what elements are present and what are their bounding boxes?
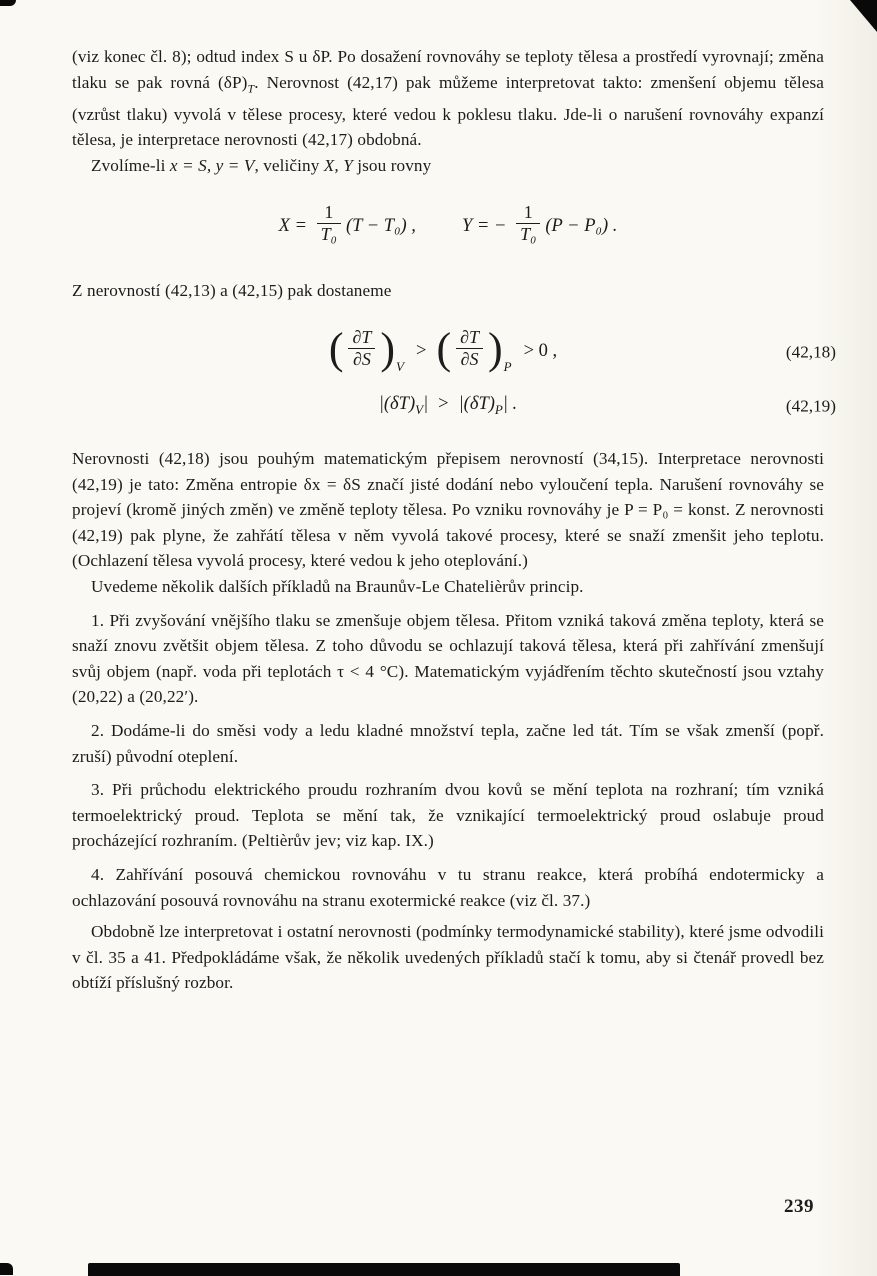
fraction-numerator: ∂T (352, 327, 372, 347)
fraction-denominator: T₀ (317, 223, 341, 245)
fraction-denominator: ∂S (456, 348, 483, 370)
paragraph-obdobne: Obdobně lze interpretovat i ostatní nerovnosti (podmínky termodynamické stability), které jsme odvodili v čl. 35 a 41. Předpokládáme však, že několik uvedených příkladů stačí k tomu, aby si čtenář provedl bez obtíží příslušný rozbor. (72, 922, 824, 993)
subscript-P: P (494, 402, 503, 417)
eq-xy-rhs1: (T − T₀) , (345, 216, 416, 237)
subscript-V: V (396, 359, 404, 374)
equation-xy (72, 202, 824, 248)
text-segment: (viz konec čl. 8); odtud index S u δP. Po dosažení rovnováhy se teploty tělesa a prostředí vyrovnají; změna tlaku se pak rovná (δP) (72, 47, 824, 92)
math-inline-XY: X, Y (323, 155, 353, 175)
eq-xy-lhs2: Y = − (461, 216, 512, 237)
greater-than-sign: > (438, 394, 449, 414)
partial-derivative-group-P: ( $\frac{\partial T}{\partial S}$ )P (436, 323, 512, 374)
subscript-T: T (247, 81, 255, 96)
paragraph-zvolime (72, 153, 824, 179)
eq-xy-rhs2: (P − P₀) . (545, 216, 618, 237)
fraction-numerator: 1 (523, 202, 533, 223)
scan-artifact-top-left (0, 0, 16, 6)
paragraph-nerovnosti: Nerovnosti (42,18) jsou pouhým matematickým přepisem nerovností (34,15). Interpretace nerovnosti (42,19) je tato: Změna entropie δx = δS značí jisté dodání nebo vyloučení tepla. Narušení rovnováhy se projeví (kromě jiných změn) ve změně teploty tělesa. Po vzniku rovnováhy je P = P₀ = konst. Z nerovnosti (42,19) pak plyne, že zahřátí tělesa v něm vyvolá takové procesy, které se snaží zmenšit jeho teplotu. (Ochlazení tělesa vyvolá procesy, které vedou k jeho oteplování.) (72, 449, 824, 571)
paragraph-continuation (72, 44, 824, 153)
list-item-1: 1. Při zvyšování vnějšího tlaku se zmenšuje objem tělesa. Přitom vzniká taková změna teploty, která se snaží znovu zvětšit objem tělesa. Z toho důvodu se ochlazují taková tělesa, která při zahřívání zmenšují svůj objem (např. voda při teplotách τ < 4 °C). Matematickým vyjádřením těchto skutečností jsou vztahy (20,22) a (20,22′). (72, 610, 824, 707)
text-segment: Zvolíme-li (91, 155, 170, 175)
fraction-denominator: T₀ (516, 223, 540, 245)
abs-bar: | (423, 394, 429, 414)
math-inline-xy: x = S, y = V (169, 155, 255, 175)
subscript-P: P (503, 359, 512, 374)
abs-deltaT-right: |(δT) (458, 394, 495, 414)
scan-artifact-bottom-bar (88, 1263, 680, 1276)
abs-bar: | . (502, 394, 518, 414)
text-block (72, 44, 836, 996)
paragraph-uvedeme: Uvedeme několik dalších příkladů na Braunův-Le Chatelièrův princip. (91, 576, 584, 596)
fraction-one-over-T0 (317, 202, 341, 245)
text-segment: jsou rovny (352, 155, 432, 175)
equation-number: (42,19) (785, 395, 836, 415)
fraction-numerator: 1 (324, 202, 334, 223)
partial-derivative-group-V: ( $\frac{\partial T}{\partial S}$ )V (328, 323, 404, 374)
text-segment: , veličiny (254, 155, 324, 175)
scan-artifact-top-right-corner (850, 0, 877, 32)
fraction-denominator: ∂S (348, 348, 375, 370)
fraction-one-over-T0 (516, 202, 540, 245)
greater-than-zero: > 0 , (523, 340, 558, 361)
equation-42-18 (72, 323, 836, 374)
abs-deltaT-left: |(δT) (378, 394, 416, 414)
eq-xy-lhs1: X = (278, 216, 312, 237)
fraction-dT-dS (456, 327, 483, 370)
page-number: 239 (784, 1196, 814, 1217)
fraction-numerator: ∂T (460, 327, 479, 347)
equation-42-19 (72, 394, 836, 417)
fraction-dT-dS (348, 327, 375, 370)
text-segment: . Nerovnost (42,17) pak můžeme interpretovat takto: zmenšení objemu tělesa (vzrůst tlaku) vyvolá v tělese procesy, které vedou k poklesu tlaku. Jde-li o narušení rovnováhy expanzí tělesa, je interpretace nerovnosti (42,17) obdobná. (72, 72, 824, 150)
list-item-4: 4. Zahřívání posouvá chemickou rovnováhu v tu stranu reakce, která probíhá endotermicky a ochlazování posouvá rovnováhu na stranu exotermické reakce (viz čl. 37.) (72, 864, 824, 910)
equation-number: (42,18) (785, 341, 836, 361)
subscript-V: V (415, 402, 424, 417)
scan-artifact-bottom-left (0, 1263, 13, 1275)
list-item-3: 3. Při průchodu elektrického proudu rozhraním dvou kovů se mění teplota na rozhraní; tím vzniká termoelektrický proud. Teplota se mění tak, že vznikající termoelektrický proud oslabuje proud procházející rozhraním. (Peltièrův jev; viz kap. IX.) (72, 780, 824, 851)
list-item-2: 2. Dodáme-li do směsi vody a ledu kladné množství tepla, začne led tát. Tím se však zmenší (popř. zruší) původní oteplení. (72, 720, 824, 766)
greater-than-sign: > (416, 340, 427, 361)
paragraph-z-nerovnosti: Z nerovností (42,13) a (42,15) pak dostaneme (72, 281, 392, 301)
